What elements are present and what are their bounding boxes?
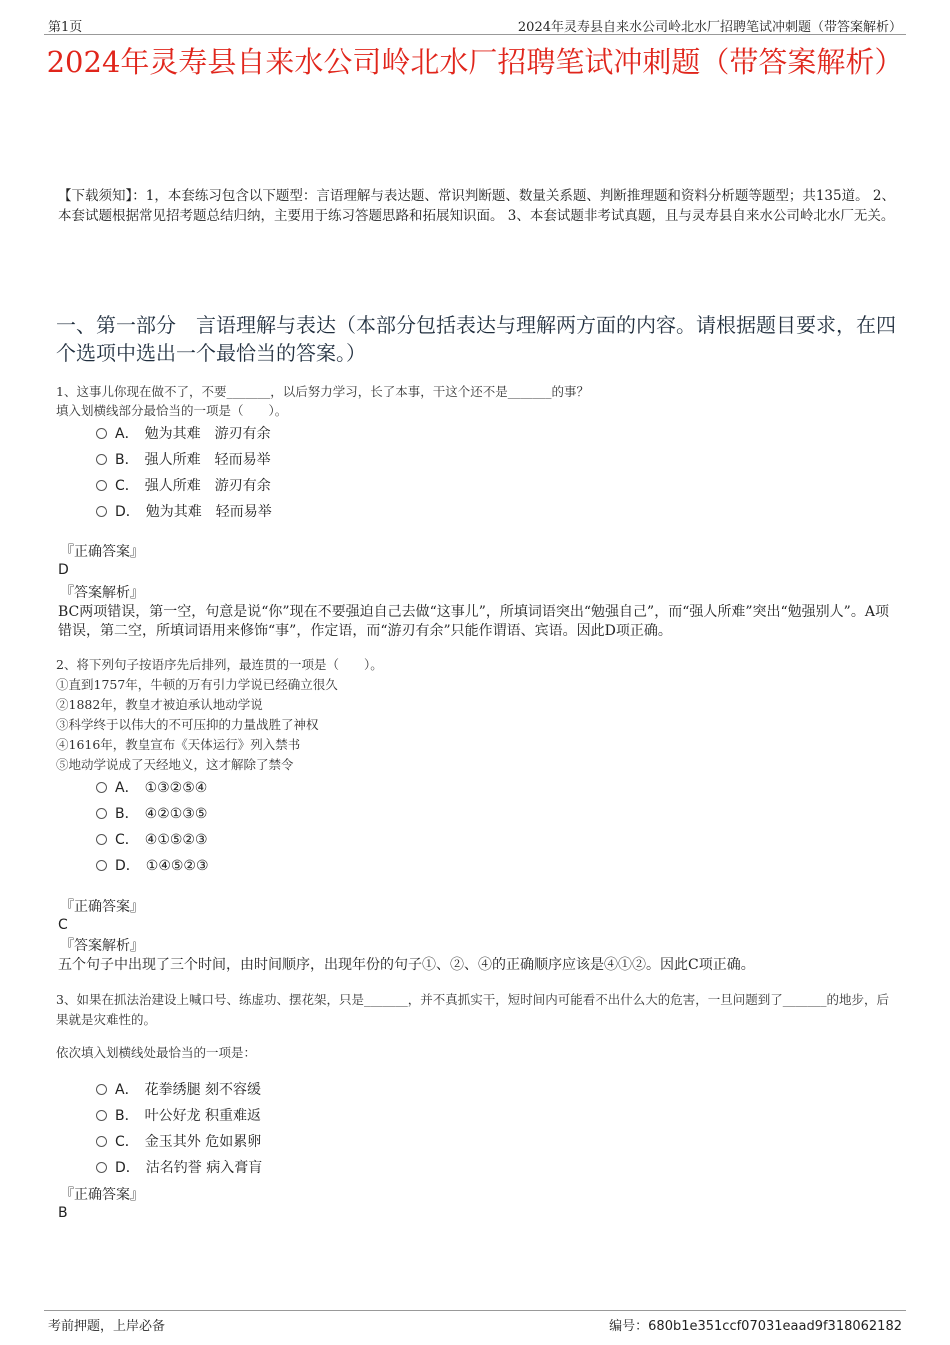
q1-analysis: BC两项错误，第一空，句意是说“你”现在不要强迫自己去做“这事儿”，所填词语突出“勉强自己”，而“强人所难”突出“勉强别人”。A项错误，第二空，所填词语用来修饰“事”，作定语，而“游刃有余”只能作谓语、宾语。因此D项正确。 <box>58 604 889 639</box>
q2-line-2: ②1882年，教皇才被迫承认地动学说 <box>56 697 263 712</box>
q1-analysis-label: 『答案解析』 <box>60 585 144 601</box>
q1-option-b[interactable]: B． 强人所难 轻而易举 <box>96 450 271 470</box>
q2-line-4: ④1616年，教皇宣布《天体运行》列入禁书 <box>56 737 301 752</box>
q2-line-3: ③科学终于以伟大的不可压抑的力量战胜了神权 <box>56 717 319 732</box>
radio-icon[interactable] <box>96 808 107 819</box>
q2-answer: C <box>58 917 68 933</box>
footer-slogan: 考前押题，上岸必备 <box>48 1319 166 1334</box>
q2-stem: 2、将下列句子按语序先后排列，最连贯的一项是（ ）。 <box>56 657 383 672</box>
footer-code: 编号：680b1e351ccf07031eaad9f318062182 <box>609 1319 902 1334</box>
q3-stem: 3、如果在抓法治建设上喊口号、练虚功、摆花架，只是_______，并不真抓实干，短时间内可能看不出什么大的危害，一旦问题到了_______的地步，后果就是灾难性的。 <box>56 992 889 1027</box>
q1-option-d[interactable]: D． 勉为其难 轻而易举 <box>96 502 272 522</box>
q1-stem: 1、这事儿你现在做不了，不要_______，以后努力学习，长了本事，干这个还不是_______的事？ <box>56 384 589 399</box>
page-footer <box>44 1310 906 1334</box>
q3-option-a[interactable]: A． 花拳绣腿 刻不容缓 <box>96 1080 261 1100</box>
radio-icon[interactable] <box>96 480 107 491</box>
q3-prompt: 依次填入划横线处最恰当的一项是： <box>56 1045 257 1060</box>
q3-option-c[interactable]: C． 金玉其外 危如累卵 <box>96 1132 261 1152</box>
q1-prompt: 填入划横线部分最恰当的一项是（ ）。 <box>56 403 288 418</box>
q2-answer-label: 『正确答案』 <box>60 899 144 915</box>
header-doc-title: 2024年灵寿县自来水公司岭北水厂招聘笔试冲刺题（带答案解析） <box>517 20 902 35</box>
page-number: 第1页 <box>48 20 83 35</box>
radio-icon[interactable] <box>96 1162 107 1173</box>
radio-icon[interactable] <box>96 454 107 465</box>
q2-line-5: ⑤地动学说成了天经地义，这才解除了禁令 <box>56 757 294 772</box>
q3-answer: B <box>58 1205 68 1221</box>
radio-icon[interactable] <box>96 428 107 439</box>
radio-icon[interactable] <box>96 1084 107 1095</box>
q2-option-a[interactable]: A． ①③②⑤④ <box>96 778 207 798</box>
radio-icon[interactable] <box>96 1110 107 1121</box>
q3-option-d[interactable]: D． 沽名钓誉 病入膏肓 <box>96 1158 262 1178</box>
radio-icon[interactable] <box>96 1136 107 1147</box>
q1-option-c[interactable]: C． 强人所难 游刃有余 <box>96 476 271 496</box>
q3-answer-label: 『正确答案』 <box>60 1187 144 1203</box>
page-header <box>44 14 906 35</box>
q1-answer: D <box>58 562 69 578</box>
radio-icon[interactable] <box>96 860 107 871</box>
page-title: 2024年灵寿县自来水公司岭北水厂招聘笔试冲刺题（带答案解析） <box>46 45 904 79</box>
q1-option-a[interactable]: A． 勉为其难 游刃有余 <box>96 424 271 444</box>
q2-option-b[interactable]: B． ④②①③⑤ <box>96 804 207 824</box>
radio-icon[interactable] <box>96 834 107 845</box>
section-heading: 一、第一部分 言语理解与表达（本部分包括表达与理解两方面的内容。请根据题目要求，在四个选项中选出一个最恰当的答案。） <box>56 313 896 365</box>
q3-option-b[interactable]: B． 叶公好龙 积重难返 <box>96 1106 261 1126</box>
q2-option-d[interactable]: D． ①④⑤②③ <box>96 856 209 876</box>
q2-line-1: ①直到1757年，牛顿的万有引力学说已经确立很久 <box>56 677 338 692</box>
radio-icon[interactable] <box>96 782 107 793</box>
q2-analysis-label: 『答案解析』 <box>60 938 144 954</box>
q2-option-c[interactable]: C． ④①⑤②③ <box>96 830 208 850</box>
q2-analysis: 五个句子中出现了三个时间，由时间顺序，出现年份的句子①、②、④的正确顺序应该是④①②。因此C项正确。 <box>58 957 755 973</box>
download-notice: 【下载须知】：1，本套练习包含以下题型：言语理解与表达题、常识判断题、数量关系题、判断推理题和资料分析题等题型；共135道。 2、本套试题根据常见招考题总结归纳，主要用于练习答题思路和拓展知识面。 3、本套试题非考试真题，且与灵寿县自来水公司岭北水厂无关。 <box>58 188 895 224</box>
radio-icon[interactable] <box>96 506 107 517</box>
q1-answer-label: 『正确答案』 <box>60 544 144 560</box>
